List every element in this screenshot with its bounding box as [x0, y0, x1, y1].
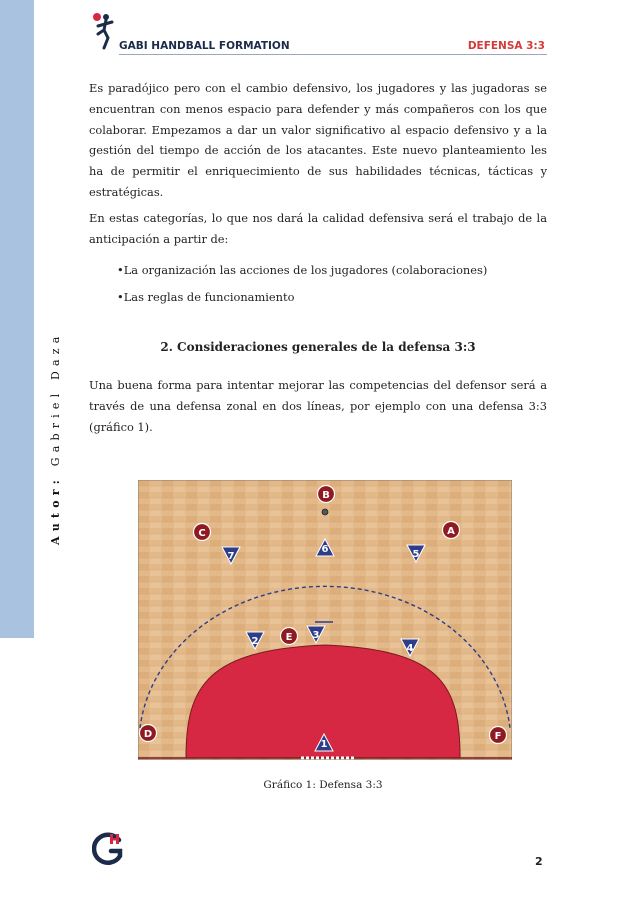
attacker-f [490, 727, 507, 744]
paragraph-3: Una buena forma para intentar mejorar las competencias del defensor será a través de una defensa zonal en dos líneas, por ejemplo con una defensa 3:3 (gráfico 1). [89, 378, 547, 434]
bullet-item-1: •La organización las acciones de los jugadores (colaboraciones) [117, 263, 488, 277]
attacker-b [318, 486, 335, 503]
svg-text:A: A [447, 526, 455, 537]
attacker-e [281, 628, 298, 645]
svg-text:3: 3 [312, 630, 320, 641]
paragraph-2: En estas categorías, lo que nos dará la calidad defensiva será el trabajo de la anticipación a partir de: [89, 211, 547, 246]
section-heading: 2. Consideraciones generales de la defensa 3:3 [160, 340, 476, 354]
header-title: GABI HANDBALL FORMATION [119, 40, 290, 52]
svg-text:4: 4 [406, 643, 414, 654]
figure-caption: Gráfico 1: Defensa 3:3 [263, 779, 383, 791]
svg-text:2: 2 [251, 636, 259, 647]
paragraph-1: Es paradójico pero con el cambio defensivo, los jugadores y las jugadoras se encuentran con menos espacio para defender y más compañeros con los que colaborar. Empezamos a dar un valor significativo al espacio defensivo y a la gestión del tiempo de acción de los atacantes. Este nuevo planteamiento les ha de permitir el enriquecimiento de sus habilidades técnicas, tácticas y estratégicas. [89, 81, 547, 199]
svg-text:5: 5 [412, 549, 420, 560]
svg-text:7: 7 [227, 551, 235, 562]
bullet-text-1: La organización las acciones de los jugadores (colaboraciones) [123, 263, 488, 277]
svg-text:6: 6 [321, 544, 329, 555]
svg-text:1: 1 [320, 739, 328, 750]
ball [322, 509, 328, 515]
author-vertical-text [49, 331, 62, 545]
attacker-a [443, 522, 460, 539]
attacker-d [140, 725, 157, 742]
handball-player-icon [90, 12, 116, 52]
attacker-c [194, 524, 211, 541]
svg-text:B: B [322, 490, 330, 501]
svg-text:D: D [143, 729, 153, 740]
author-label: Autor: [49, 474, 62, 545]
svg-text:F: F [494, 731, 502, 742]
svg-text:C: C [198, 528, 206, 539]
page-number: 2 [535, 855, 543, 868]
gh-logo-icon [92, 832, 126, 868]
bullet-item-2: •Las reglas de funcionamiento [117, 290, 295, 304]
sidebar-band [0, 0, 34, 638]
author-name: Gabriel Daza [49, 331, 62, 467]
bullet-text-2: Las reglas de funcionamiento [123, 290, 295, 304]
svg-text:E: E [285, 632, 293, 643]
header-section: DEFENSA 3:3 [467, 40, 545, 52]
page-header [119, 38, 547, 55]
defense-diagram [138, 480, 512, 760]
